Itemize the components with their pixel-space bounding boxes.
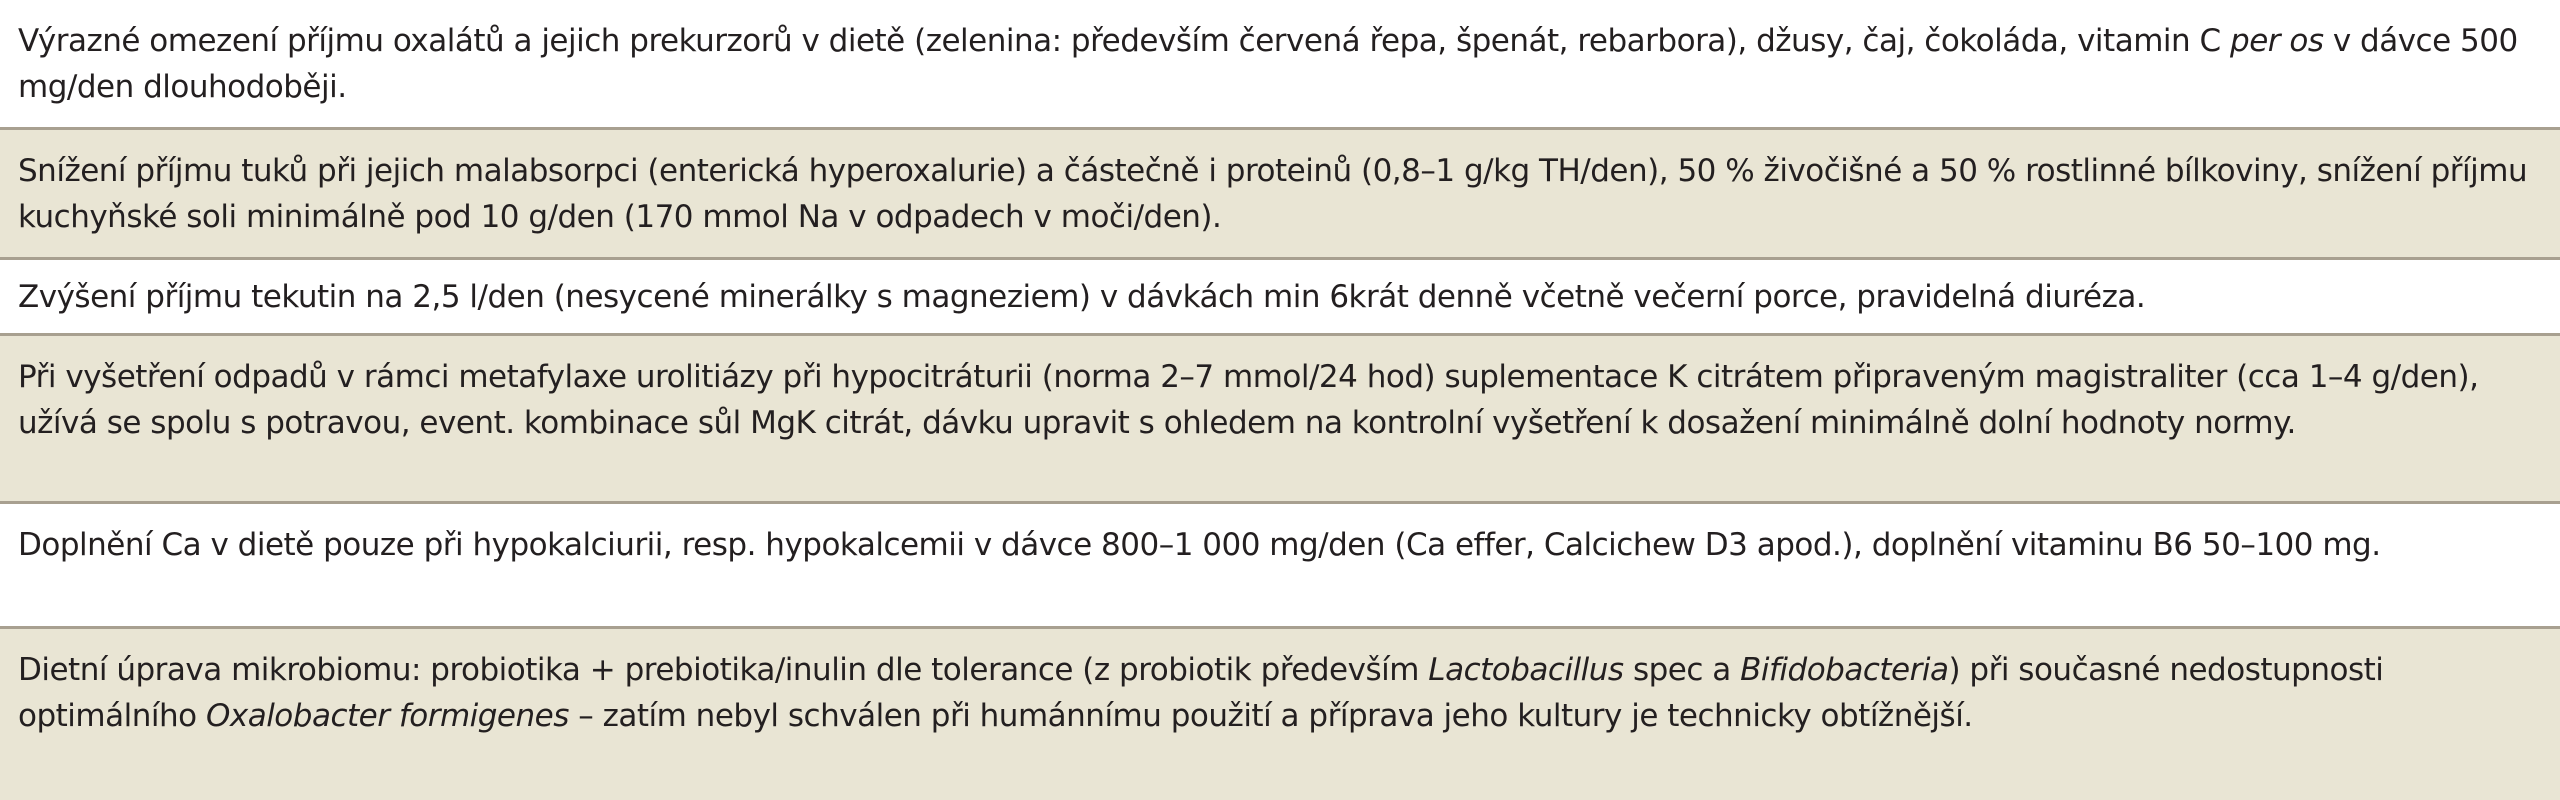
row-text-segment: Výrazné omezení příjmu oxalátů a jejich prekurzorů v dietě (zelenina: především červená řepa, špenát, rebarbora), džusy, čaj, čokoláda, vitamin C: [18, 23, 2231, 59]
table-row: [0, 336, 2560, 504]
row-text: [18, 354, 2542, 446]
row-text: [18, 522, 2542, 568]
row-text-segment: Zvýšení příjmu tekutin na 2,5 l/den (nesycené minerálky s magneziem) v dávkách min 6krát denně včetně večerní porce, pravidelná diuréza.: [18, 279, 2146, 315]
row-text: [18, 18, 2542, 110]
row-text-segment: ) při současné nedostupnosti optimálního: [18, 652, 2384, 734]
row-text-segment: Snížení příjmu tuků při jejich malabsorpci (enterická hyperoxalurie) a částečně i proteinů (0,8–1 g/kg TH/den), 50 % živočišné a 50 % rostlinné bílkoviny, snížení příjmu kuchyňské soli minimálně pod 10 g/den (170 mmol Na v odpadech v moči/den).: [18, 153, 2528, 235]
row-text-segment: Dietní úprava mikrobiomu: probiotika + prebiotika/inulin dle tolerance (z probiotik především: [18, 652, 1429, 688]
row-text-segment: Při vyšetření odpadů v rámci metafylaxe urolitiázy při hypocitráturii (norma 2–7 mmol/24 hod) suplementace K citrátem připraveným magistraliter (cca 1–4 g/den), užívá se spolu s potravou, event. kombinace sůl MgK citrát, dávku upravit s ohledem na kontrolní vyšetření k dosažení minimálně dolní hodnoty normy.: [18, 359, 2479, 441]
row-text-segment: v dávce 500 mg/den dlouhodoběji.: [18, 23, 2518, 105]
row-text-segment: spec a: [1623, 652, 1741, 688]
table-row: [0, 0, 2560, 130]
row-text-italic: Bifidobacteria: [1740, 652, 1949, 688]
row-text-segment: – zatím nebyl schválen při humánnímu použití a příprava jeho kultury je technicky obtížnější.: [568, 698, 1973, 734]
table-row: [0, 130, 2560, 260]
table-row: [0, 629, 2560, 800]
table-row: [0, 260, 2560, 336]
row-text-italic: Lactobacillus: [1428, 652, 1624, 688]
row-text-italic: Oxalobacter formigenes: [205, 698, 569, 734]
row-text-italic: per os: [2230, 23, 2324, 59]
row-text-segment: Doplnění Ca v dietě pouze při hypokalciurii, resp. hypokalcemii v dávce 800–1 000 mg/den (Ca effer, Calcichew D3 apod.), doplnění vitaminu B6 50–100 mg.: [18, 527, 2381, 563]
row-text: [18, 647, 2542, 739]
row-text: [18, 274, 2542, 320]
row-text: [18, 148, 2542, 240]
table-row: [0, 504, 2560, 629]
